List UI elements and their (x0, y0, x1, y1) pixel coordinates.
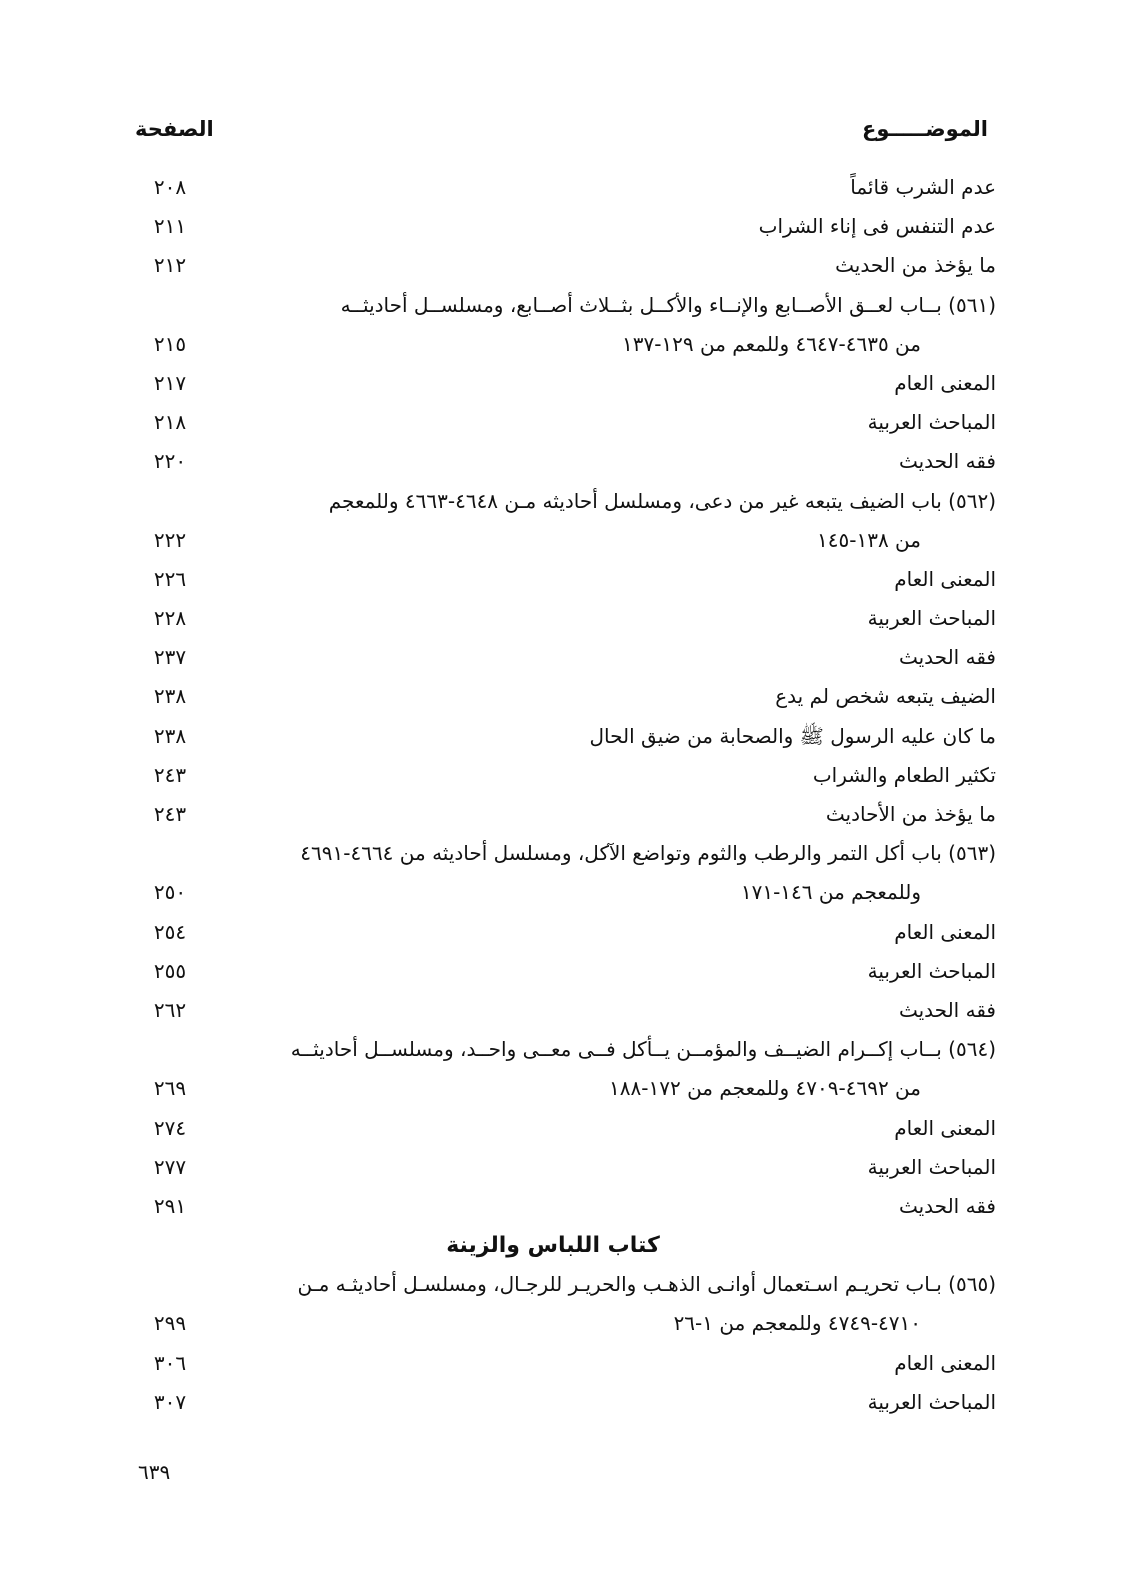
entry-page-number: ٢٢٠ (153, 449, 187, 474)
toc-entry-row (140, 1304, 996, 1343)
entry-page-number: ٢٧٧ (153, 1154, 187, 1179)
chapter-heading-row (140, 1030, 996, 1069)
toc-entry-row (140, 795, 996, 834)
entry-title: ما يؤخذ من الأحاديث (825, 802, 996, 826)
toc-entry-row (140, 599, 996, 638)
entry-title: المباحث العربية (867, 958, 996, 983)
entry-page-number: ٣٠٦ (153, 1350, 187, 1375)
toc-entry-row (140, 913, 996, 952)
toc-entry-row (140, 560, 996, 599)
toc-entry-row (140, 873, 996, 912)
toc-entry-row (140, 1344, 996, 1383)
entry-page-number: ٢٥٥ (153, 958, 187, 983)
entry-page-number: ٣٠٧ (153, 1389, 187, 1414)
chapter-title: (٥٦١) بــاب لعــق الأصــابع والإنــاء والأكــل بثــلاث أصــابع، ومسلســل أحاديثــه (340, 292, 996, 317)
toc-entry-row (140, 246, 996, 285)
chapter-title: (٥٦٢) باب الضيف يتبعه غير من دعى، ومسلسل أحاديثه مـن ٤٦٤٨-٤٦٦٣ وللمعجم (328, 488, 996, 513)
entry-page-number: ٢٣٧ (153, 645, 187, 670)
entry-page-number: ٢١٨ (153, 410, 187, 435)
entry-page-number: ٢١٢ (153, 253, 187, 278)
entry-page-number: ٢٤٣ (153, 802, 187, 826)
entry-title: المباحث العربية (867, 606, 996, 631)
entry-page-number: ٢٦٢ (153, 997, 187, 1022)
entry-page-number: ٢٩٩ (153, 1311, 187, 1336)
entry-title: فقه الحديث (898, 1193, 996, 1218)
toc-entry-row (140, 677, 996, 716)
entry-title: عدم التنفس فى إناء الشراب (758, 214, 996, 239)
chapter-heading-row (140, 1265, 996, 1304)
section-title: كتاب اللباس والزينة (446, 1233, 660, 1259)
entry-title: المعنى العام (894, 1115, 996, 1140)
entry-title: تكثير الطعام والشراب (812, 762, 996, 787)
chapter-title: (٥٦٤) بــاب إكــرام الضيــف والمؤمــن يــأكل فــى معــى واحــد، ومسلســل أحاديثــه (290, 1037, 996, 1062)
toc-header (135, 117, 988, 147)
toc-entry-row (140, 1109, 996, 1148)
entry-title: ٤٧١٠-٤٧٤٩ وللمعجم من ١-٢٦ (673, 1311, 921, 1336)
toc-entry-row (140, 325, 996, 364)
entry-title: ما كان عليه الرسول ﷺ والصحابة من ضيق الحال (589, 723, 996, 748)
entry-page-number: ٢٣٨ (153, 723, 187, 748)
entry-page-number: ٢٥٤ (153, 919, 187, 944)
entry-title: المباحث العربية (867, 410, 996, 435)
entry-page-number: ٢٩١ (153, 1193, 187, 1218)
toc-entry-row (140, 403, 996, 442)
toc-entry-row (140, 207, 996, 246)
chapter-title: (٥٦٣) باب أكل التمر والرطب والثوم وتواضع الآكل، ومسلسل أحاديثه من ٤٦٦٤-٤٦٩١ (300, 841, 996, 866)
toc-entry-row (140, 1148, 996, 1187)
entry-title: المعنى العام (894, 566, 996, 591)
entry-title: فقه الحديث (898, 449, 996, 474)
entry-page-number: ٢٠٨ (153, 175, 187, 199)
entry-title: من ٤٦٣٥-٤٦٤٧ وللمعم من ١٢٩-١٣٧ (621, 331, 921, 356)
entry-page-number: ٢٢٢ (153, 527, 187, 552)
toc-entry-row (140, 952, 996, 991)
entry-title: المباحث العربية (867, 1154, 996, 1179)
entry-title: المعنى العام (894, 919, 996, 944)
chapter-title: (٥٦٥) بـاب تحريـم اسـتعمال أوانـى الذهـب والحريـر للرجـال، ومسلسـل أحاديثـه مـن (297, 1272, 996, 1297)
entry-title: من ١٣٨-١٤٥ (817, 527, 921, 552)
toc-entry-row (140, 168, 996, 207)
entry-title: عدم الشرب قائماً (850, 175, 996, 199)
chapter-heading-row (140, 482, 996, 521)
entry-page-number: ٢٤٣ (153, 762, 187, 787)
entry-page-number: ٢١٧ (153, 370, 187, 395)
entry-page-number: ٢١٥ (153, 331, 187, 356)
topic-column-label: الموضـــــوع (861, 117, 988, 141)
entry-title: المعنى العام (894, 1350, 996, 1375)
entry-page-number: ٢٦٩ (153, 1076, 187, 1101)
entry-page-number: ٢٢٦ (153, 566, 187, 591)
toc-entry-row (140, 756, 996, 795)
page-column-label: الصفحة (135, 117, 214, 141)
entry-title: من ٤٦٩٢-٤٧٠٩ وللمعجم من ١٧٢-١٨٨ (609, 1076, 921, 1101)
entry-title: المباحث العربية (867, 1389, 996, 1414)
table-of-contents (140, 168, 996, 1422)
toc-entry-row (140, 1383, 996, 1422)
entry-title: ما يؤخذ من الحديث (835, 253, 996, 278)
entry-title: المعنى العام (894, 370, 996, 395)
toc-entry-row (140, 364, 996, 403)
entry-title: فقه الحديث (898, 997, 996, 1022)
toc-entry-row (140, 991, 996, 1030)
chapter-heading-row (140, 834, 996, 873)
entry-page-number: ٢٣٨ (153, 684, 187, 709)
entry-title: الضيف يتبعه شخص لم يدع (775, 684, 996, 709)
entry-page-number: ٢١١ (153, 214, 187, 239)
toc-entry-row (140, 1069, 996, 1108)
toc-entry-row (140, 521, 996, 560)
entry-page-number: ٢٧٤ (153, 1115, 187, 1140)
chapter-heading-row (140, 286, 996, 325)
toc-entry-row (140, 442, 996, 481)
toc-entry-row (140, 1187, 996, 1226)
entry-title: فقه الحديث (898, 645, 996, 670)
toc-entry-row (140, 638, 996, 677)
entry-page-number: ٢٥٠ (153, 880, 187, 905)
entry-title: وللمعجم من ١٤٦-١٧١ (740, 880, 921, 905)
entry-page-number: ٢٢٨ (153, 606, 187, 631)
page-number: ٦٣٩ (138, 1460, 171, 1484)
toc-entry-row (140, 717, 996, 756)
